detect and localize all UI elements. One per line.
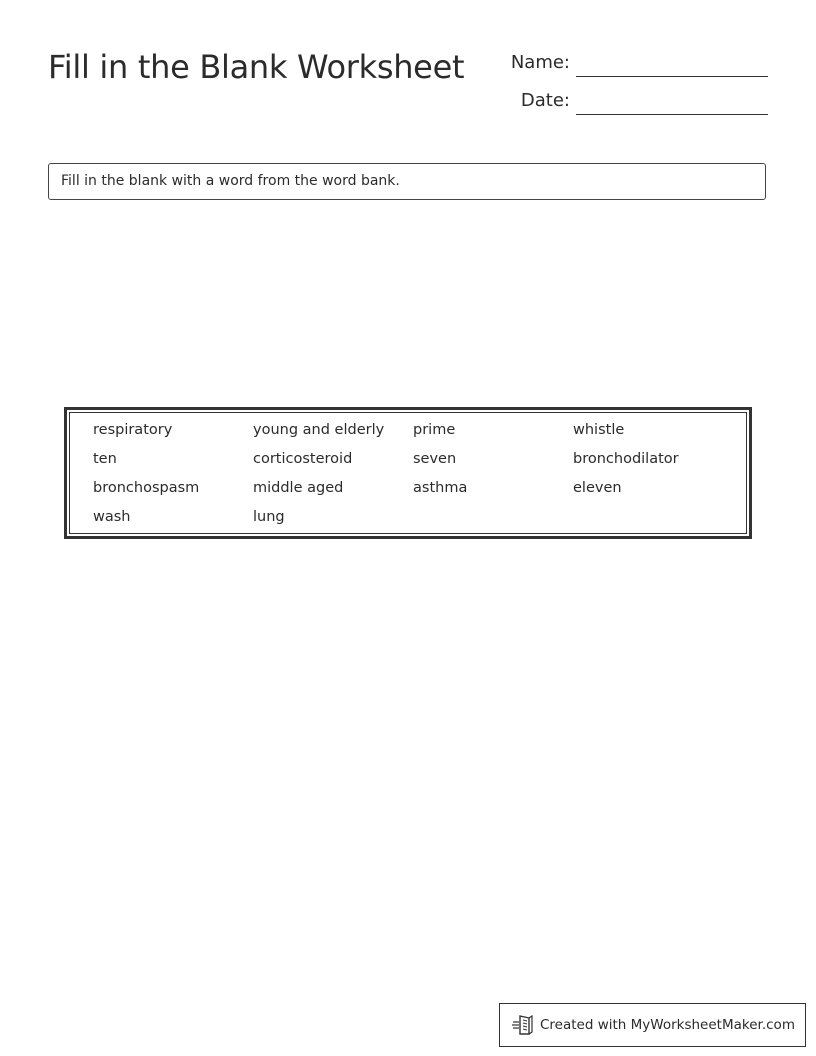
date-line — [576, 114, 768, 115]
word-bank-item: bronchospasm — [93, 480, 200, 496]
word-bank-item: lung — [253, 509, 285, 525]
word-bank-item: young and elderly — [253, 422, 385, 438]
word-bank — [64, 407, 752, 539]
word-bank-item: bronchodilator — [573, 451, 679, 467]
footer-credit-text: Created with MyWorksheetMaker.com — [540, 1017, 795, 1033]
word-bank-item: middle aged — [253, 480, 344, 496]
word-bank-item: seven — [413, 451, 457, 467]
word-bank-item: corticosteroid — [253, 451, 353, 467]
instructions-box — [48, 163, 766, 200]
word-bank-item: prime — [413, 422, 456, 438]
word-bank-item: respiratory — [93, 422, 173, 438]
worksheet-maker-logo-icon — [512, 1013, 534, 1037]
footer-credit-badge[interactable] — [499, 1003, 806, 1047]
name-label: Name: — [510, 52, 570, 73]
word-bank-item: wash — [93, 509, 131, 525]
word-bank-grid — [93, 422, 733, 538]
word-bank-item: ten — [93, 451, 117, 467]
page-title: Fill in the Blank Worksheet — [48, 48, 465, 86]
instructions-text: Fill in the blank with a word from the word bank. — [61, 173, 400, 189]
name-field — [500, 52, 768, 82]
word-bank-item: asthma — [413, 480, 468, 496]
date-field — [500, 90, 768, 120]
date-label: Date: — [520, 90, 570, 111]
word-bank-item: whistle — [573, 422, 625, 438]
word-bank-item: eleven — [573, 480, 622, 496]
name-line — [576, 76, 768, 77]
